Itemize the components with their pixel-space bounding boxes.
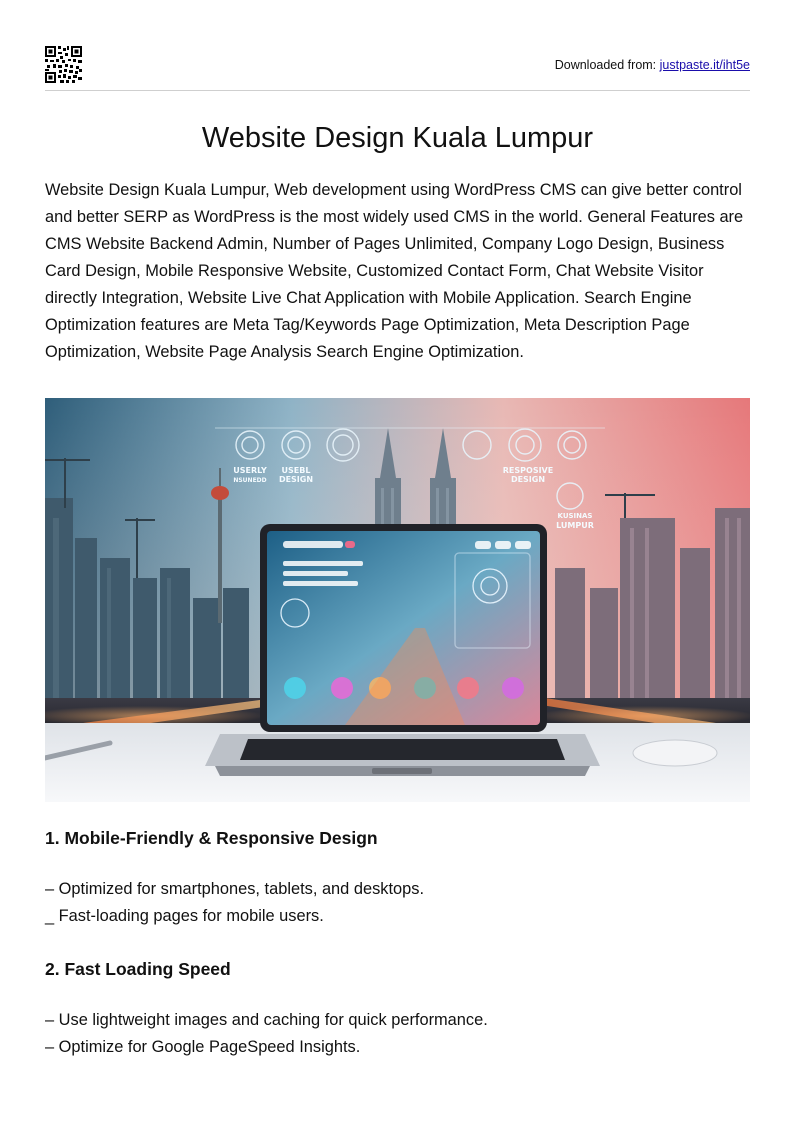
svg-text:KUSINAS: KUSINAS [557, 512, 593, 520]
section-heading-fast-loading: 2. Fast Loading Speed [45, 959, 231, 979]
svg-text:NSUNEDD: NSUNEDD [233, 477, 267, 484]
header-divider [45, 90, 750, 91]
section-heading-mobile-friendly: 1. Mobile-Friendly & Responsive Design [45, 828, 378, 848]
page-header [45, 46, 750, 90]
list-item: – Use lightweight images and caching for quick performance. [45, 1011, 488, 1029]
section-list-mobile-friendly [45, 876, 750, 930]
list-item: – Optimize for Google PageSpeed Insights. [45, 1038, 361, 1056]
hero-label-1: USERLY [233, 466, 267, 475]
svg-text:DESIGN: DESIGN [278, 475, 314, 484]
intro-paragraph: Website Design Kuala Lumpur, Web development using WordPress CMS can give better control and better SERP as WordPress is the most widely used CMS in the world. General Features are CMS Website Backend Admin, Number of Pages Unlimited, Company Logo Design, Business Card Design, Mobile Responsive Website, Customized Contact Form, Chat Website Visitor directly Integration, Website Live Chat Application with Mobile Application. Search Engine Optimization features are Meta Tag/Keywords Page Optimization, Meta Description Page Optimization, Website Page Analysis Search Engine Optimization. [45, 181, 744, 361]
svg-text:DESIGN: DESIGN [510, 475, 546, 484]
hero-image [45, 398, 750, 802]
hero-illustration [45, 398, 750, 802]
download-source [555, 58, 750, 72]
section-list-fast-loading [45, 1007, 750, 1061]
list-item: – Optimized for smartphones, tablets, and desktops. [45, 880, 425, 898]
qr-code-icon [45, 46, 82, 83]
svg-text:USEBL: USEBL [281, 466, 311, 475]
list-item: _ Fast-loading pages for mobile users. [45, 907, 324, 925]
source-link[interactable]: justpaste.it/iht5e [659, 58, 750, 72]
downloaded-label: Downloaded from: [554, 58, 657, 72]
page-title: Website Design Kuala Lumpur [201, 122, 594, 154]
svg-text:RESPOSIVE: RESPOSIVE [502, 466, 554, 475]
svg-text:LUMPUR: LUMPUR [556, 521, 594, 530]
